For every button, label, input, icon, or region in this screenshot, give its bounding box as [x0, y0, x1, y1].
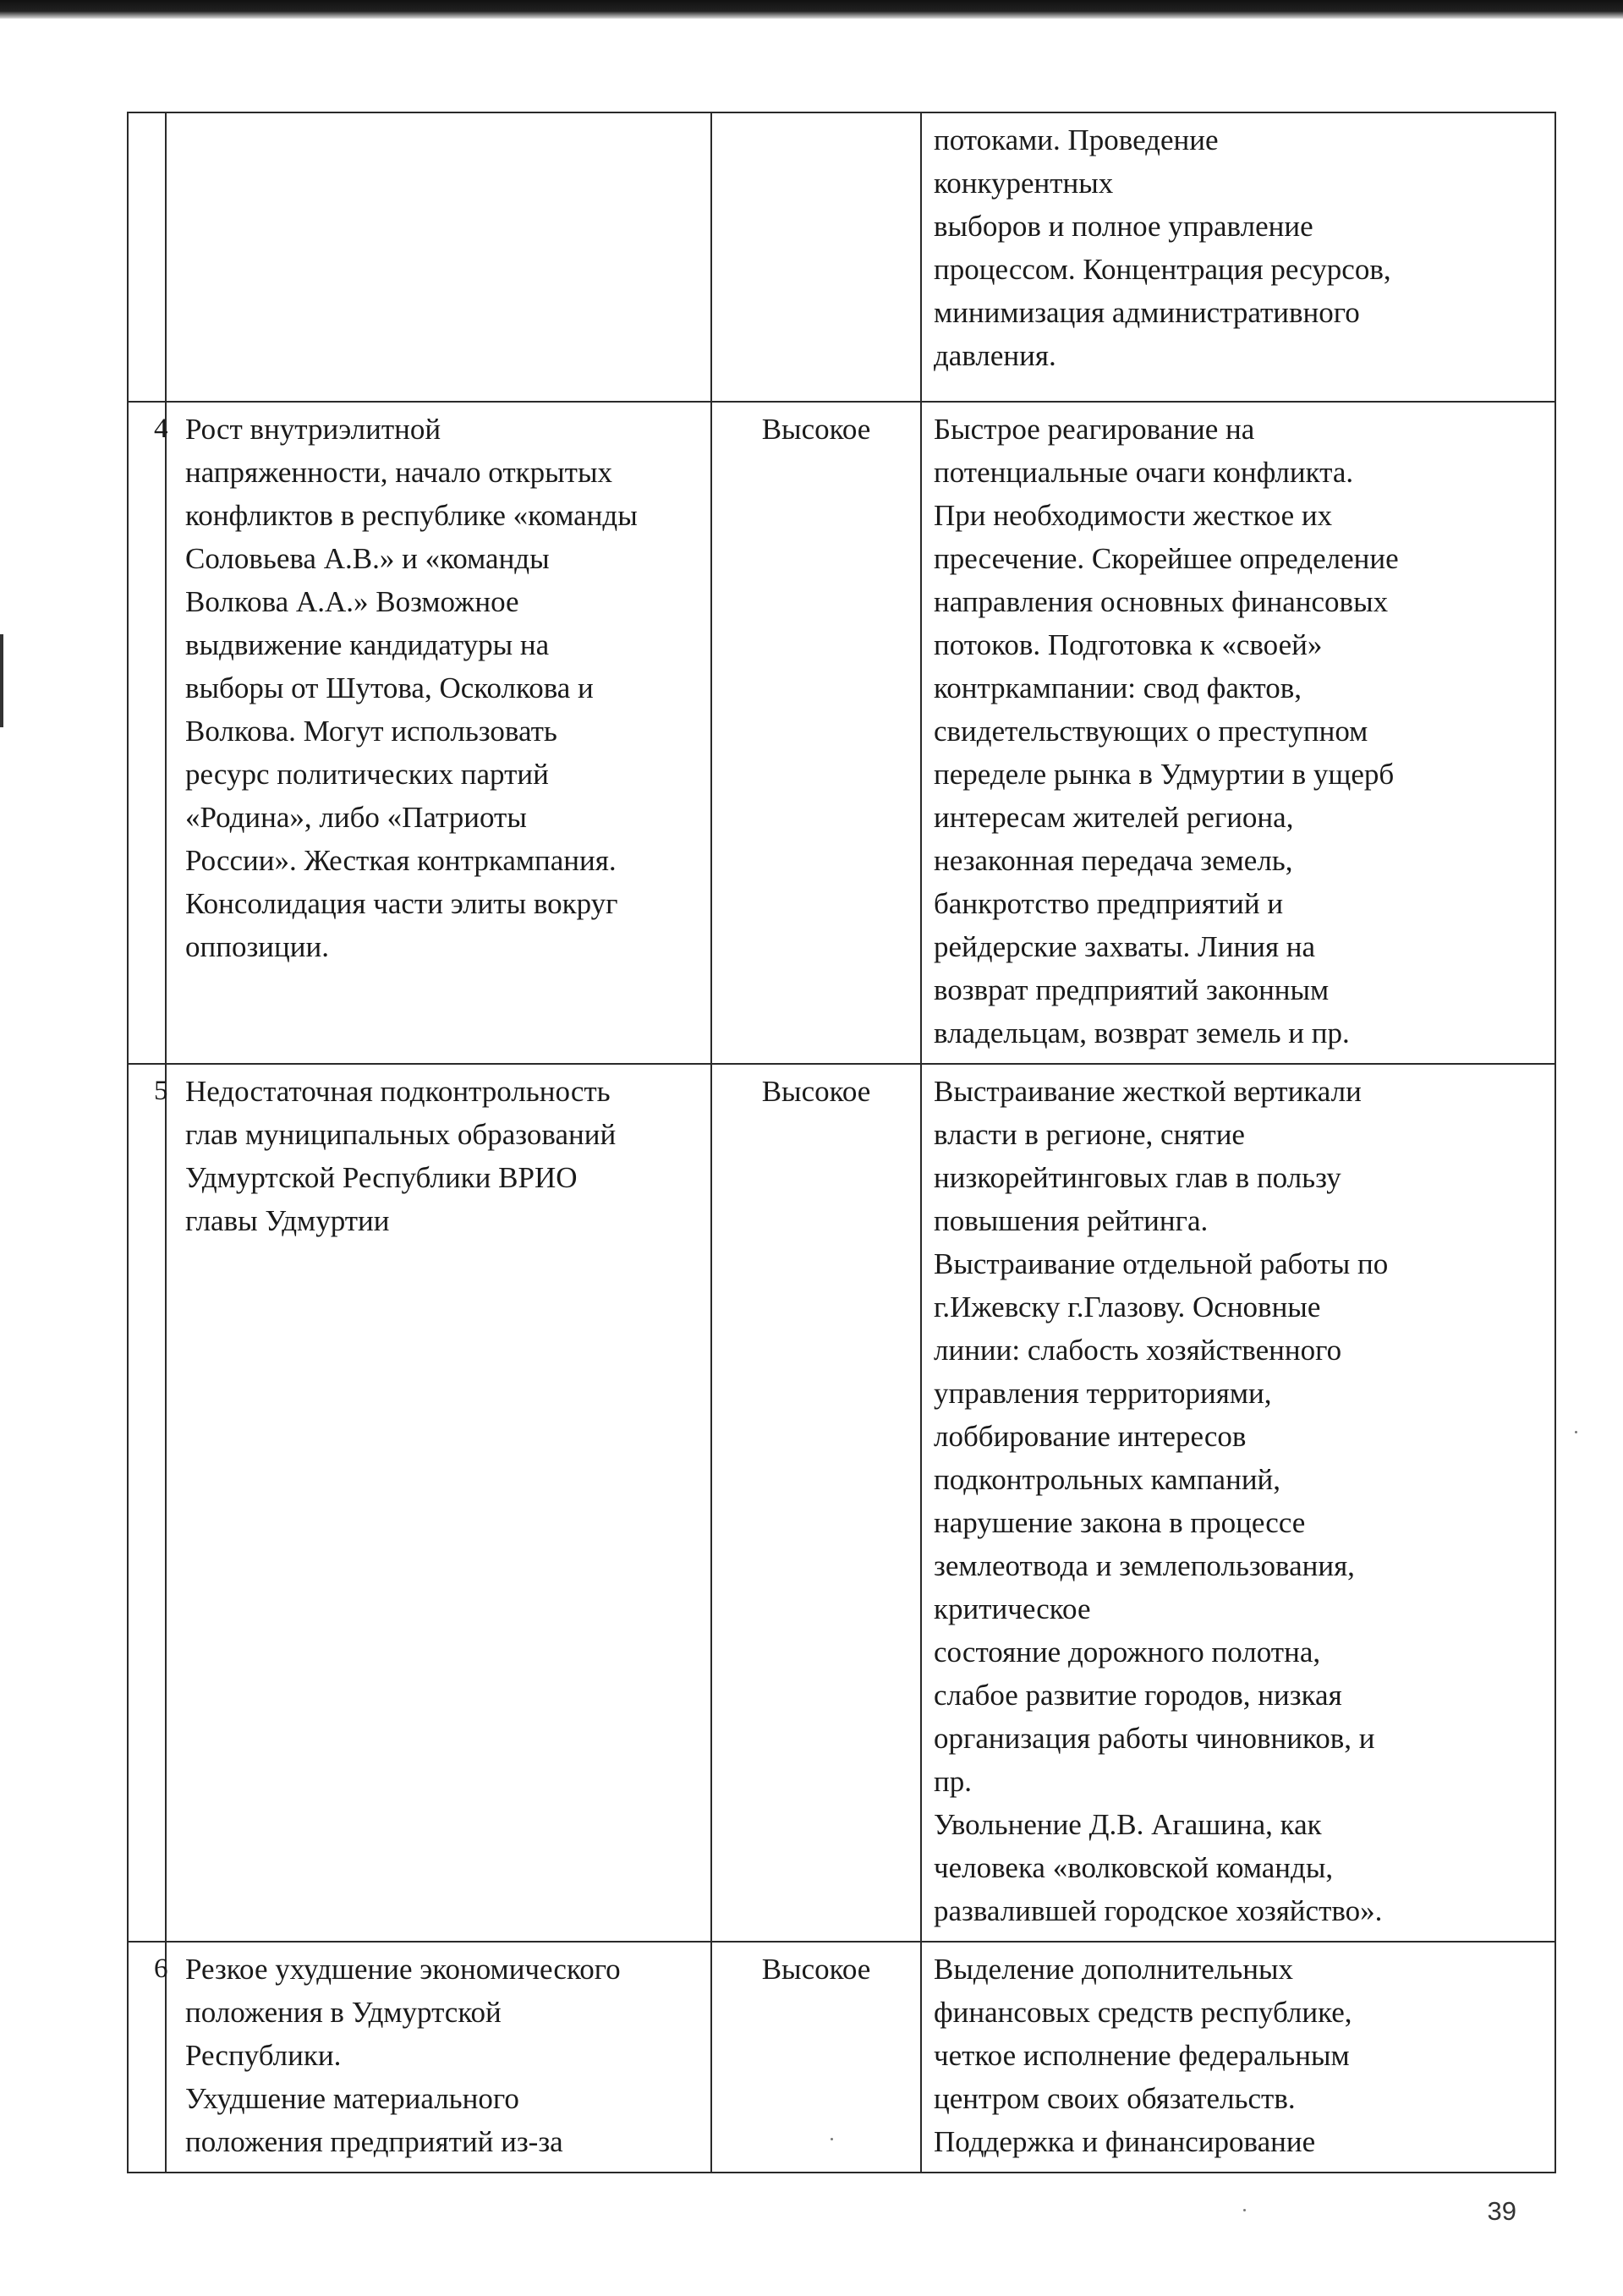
scan-speck: [831, 2138, 833, 2140]
row-number: 6: [128, 1942, 166, 2173]
risk-description: Недостаточная подконтрольность глав муниципальных образований Удмуртской Республики ВРИО главы Удмуртии: [166, 1064, 711, 1942]
risk-description: Рост внутриэлитной напряженности, начало открытых конфликтов в республике «команды Соловьева А.В.» и «команды Волкова А.А.» Возможное выдвижение кандидатуры на выборы от Шутова, Осколкова и Волкова. Могут использовать ресурс политических партий «Родина», либо «Патриоты России». Жесткая контркампания. Консолидация части элиты вокруг оппозиции.: [166, 402, 711, 1064]
measures-description: Выстраивание жесткой вертикали власти в регионе, снятие низкорейтинговых глав в пользу повышения рейтинга. Выстраивание отдельной работы по г.Ижевску г.Глазову. Основные линии: слабость хозяйственного управления территориями, лоббирование интересов подконтрольных кампаний, нарушение закона в процессе землеотвода и землепользования, критическое состояние дорожного полотна, слабое развитие городов, низкая организация работы чиновников, и пр. Увольнение Д.В. Агашина, как человека «волковской команды, развалившей городское хозяйство».: [921, 1064, 1555, 1942]
table-row: [128, 402, 1555, 1064]
row-number: 5: [128, 1064, 166, 1942]
risk-description: Резкое ухудшение экономического положения в Удмуртской Республики. Ухудшение материального положения предприятий из-за: [166, 1942, 711, 2173]
table-row: [128, 112, 1555, 402]
scan-speck: [1243, 2209, 1246, 2211]
risk-description: [166, 112, 711, 402]
page-number: 39: [1487, 2196, 1516, 2226]
measures-description: потоками. Проведение конкурентных выборов и полное управление процессом. Концентрация ресурсов, минимизация административного давления.: [921, 112, 1555, 402]
measures-description: Выделение дополнительных финансовых средств республике, четкое исполнение федеральным центром своих обязательств. Поддержка и финансирование: [921, 1942, 1555, 2173]
row-number: 4: [128, 402, 166, 1064]
risk-level: Высокое: [711, 402, 921, 1064]
table-row: [128, 1064, 1555, 1942]
measures-description: Быстрое реагирование на потенциальные очаги конфликта. При необходимости жесткое их пресечение. Скорейшее определение направления основных финансовых потоков. Подготовка к «своей» контркампании: свод фактов, свидетельствующих о преступном переделе рынка в Удмуртии в ущерб интересам жителей региона, незаконная передача земель, банкротство предприятий и рейдерские захваты. Линия на возврат предприятий законным владельцам, возврат земель и пр.: [921, 402, 1555, 1064]
scan-left-mark: [0, 634, 3, 727]
scan-speck: [1575, 1431, 1577, 1433]
risk-level: Высокое: [711, 1942, 921, 2173]
risk-level: [711, 112, 921, 402]
row-number: [128, 112, 166, 402]
risk-measures-table: [127, 112, 1556, 2173]
risk-level: Высокое: [711, 1064, 921, 1942]
table-row: [128, 1942, 1555, 2173]
scan-top-edge: [0, 0, 1623, 19]
